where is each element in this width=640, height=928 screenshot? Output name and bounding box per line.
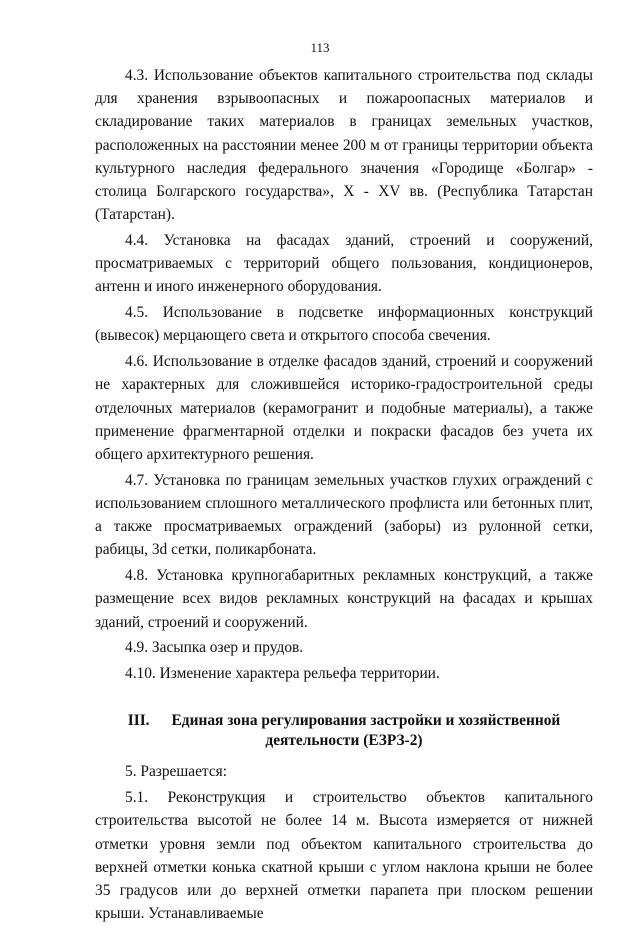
paragraph-4-7: 4.7. Установка по границам земельных участков глухих ограждений с использованием сплошного металлического профлиста или бетонных плит, а также просматриваемых ограждений (заборы) из рулонной сетки, рабицы, 3d сетки, поликарбоната.: [95, 471, 593, 559]
section-heading: [95, 711, 593, 751]
section-title-line2: деятельности (ЕЗРЗ-2): [265, 732, 423, 750]
paragraph-4-9: 4.9. Засыпка озер и прудов.: [125, 639, 304, 657]
paragraph-4-10: 4.10. Изменение характера рельефа территории.: [125, 665, 440, 683]
paragraph-4-8: 4.8. Установка крупногабаритных рекламных конструкций, а также размещение всех видов рекламных конструкций на фасадах и крышах зданий, строений и сооружений.: [95, 567, 593, 631]
paragraph-4-5: 4.5. Использование в подсветке информационных конструкций (вывесок) мерцающего света и открытого способа свечения.: [95, 304, 593, 345]
document-body: [95, 64, 593, 928]
paragraph-5: 5. Разрешается:: [125, 763, 228, 781]
paragraph-5-1: 5.1. Реконструкция и строительство объектов капитального строительства высотой не более 14 м. Высота измеряется от нижней отметки уровня земли под объектом капитального строительства до верхней отметки конька скатной крыши с углом наклона крыши не более 35 градусов или до верхней отметки парапета при плоском решении крыши. Устанавливаемые: [95, 789, 593, 923]
section-title-line1: Единая зона регулирования застройки и хозяйственной: [171, 712, 561, 730]
section-numeral: III.: [127, 712, 150, 730]
paragraph-4-3: 4.3. Использование объектов капитального строительства под склады для хранения взрывоопасных и пожароопасных материалов и складирование таких материалов в границах земельных участков, расположенных на расстоянии менее 200 м от границы территории объекта культурного наследия федерального значения «Городище «Болгар» - столица Болгарского государства», X - XV вв. (Республика Татарстан (Татарстан).: [95, 67, 593, 224]
paragraph-4-6: 4.6. Использование в отделке фасадов зданий, строений и сооружений не характерных для сложившейся историко-градостроительной среды отделочных материалов (керамогранит и подобные материалы), а также применение фрагментарной отделки и покраски фасадов без учета их общего архитектурного решения.: [95, 353, 593, 464]
paragraph-4-4: 4.4. Установка на фасадах зданий, строений и сооружений, просматриваемых с территорий общего пользования, кондиционеров, антенн и иного инженерного оборудования.: [95, 232, 593, 296]
section-heading-line1: [95, 711, 593, 731]
page-number: 113: [310, 40, 330, 55]
